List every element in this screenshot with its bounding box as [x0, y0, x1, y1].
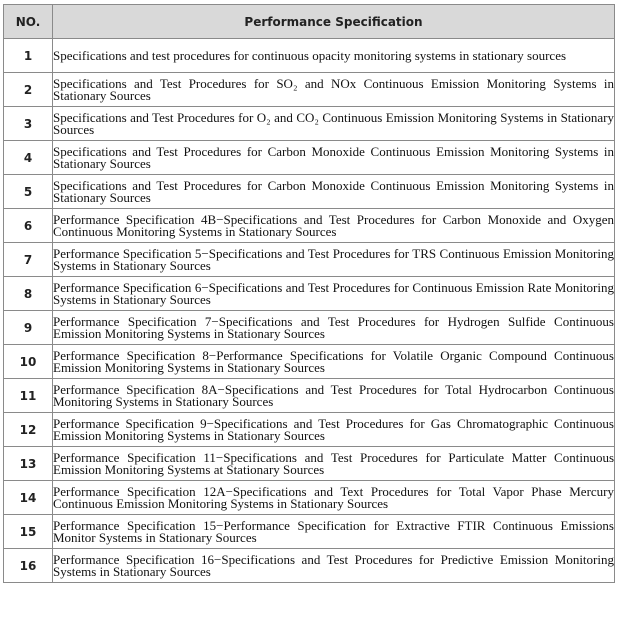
table-row [4, 209, 615, 243]
row-number: 15 [4, 515, 53, 549]
row-specification-cell [53, 107, 615, 141]
header-performance-specification: Performance Specification [53, 5, 615, 39]
row-specification-text: Performance Specification 7−Specifications and Test Procedures for Hydrogen Sulfide Continuous Emission Monitoring Systems in Stationary Sources [53, 313, 614, 341]
row-specification-text: Performance Specification 12A−Specifications and Text Procedures for Total Vapor Phase Mercury Continuous Emission Monitoring Systems in Stationary Sources [53, 483, 614, 511]
row-specification-cell [53, 515, 615, 549]
row-specification-text: Performance Specification 16−Specifications and Test Procedures for Predictive Emission Monitoring Systems in Stationary Sources [53, 551, 614, 579]
table-row [4, 447, 615, 481]
row-specification-text: Specifications and test procedures for continuous opacity monitoring systems in stationary sources [53, 47, 567, 63]
row-specification-cell [53, 277, 615, 311]
row-specification-cell [53, 243, 615, 277]
row-specification-cell [53, 345, 615, 379]
row-number: 14 [4, 481, 53, 515]
row-specification-text: Performance Specification 15−Performance Specification for Extractive FTIR Continuous Emissions Monitor Systems in Stationary Sources [53, 517, 614, 545]
row-number: 2 [4, 73, 53, 107]
table-row [4, 311, 615, 345]
row-specification-text: Performance Specification 8A−Specifications and Test Procedures for Total Hydrocarbon Continuous Monitoring Systems in Stationary Sources [53, 381, 614, 409]
row-specification-text: Performance Specification 8−Performance Specifications for Volatile Organic Compound Continuous Emission Monitoring Systems in Stationary Sources [53, 347, 614, 375]
row-number: 5 [4, 175, 53, 209]
row-specification-cell [53, 549, 615, 583]
row-specification-text: Performance Specification 9−Specifications and Test Procedures for Gas Chromatographic Continuous Emission Monitoring Systems in Stationary Sources [53, 415, 614, 443]
row-number: 9 [4, 311, 53, 345]
row-specification-cell [53, 311, 615, 345]
row-specification-cell [53, 141, 615, 175]
row-specification-cell [53, 481, 615, 515]
table-row [4, 141, 615, 175]
row-number: 8 [4, 277, 53, 311]
table-row [4, 379, 615, 413]
row-number: 12 [4, 413, 53, 447]
table-row [4, 549, 615, 583]
row-number: 4 [4, 141, 53, 175]
row-number: 10 [4, 345, 53, 379]
row-specification-cell [53, 73, 615, 107]
table-row [4, 243, 615, 277]
table-row [4, 515, 615, 549]
row-specification-cell [53, 175, 615, 209]
table-row [4, 481, 615, 515]
row-specification-text: Performance Specification 5−Specifications and Test Procedures for TRS Continuous Emission Monitoring Systems in Stationary Sources [53, 245, 614, 273]
row-specification-cell [53, 209, 615, 243]
row-specification-text: Specifications and Test Procedures for SO₂ and NOx Continuous Emission Monitoring Systems in Stationary Sources [53, 75, 614, 103]
row-specification-text: Specifications and Test Procedures for Carbon Monoxide Continuous Emission Monitoring Systems in Stationary Sources [53, 143, 614, 171]
row-specification-cell [53, 379, 615, 413]
table-body [4, 39, 615, 583]
table-row [4, 73, 615, 107]
table-header-row [4, 5, 615, 39]
table-row [4, 107, 615, 141]
row-specification-cell [53, 413, 615, 447]
table-row [4, 39, 615, 73]
row-number: 16 [4, 549, 53, 583]
table-row [4, 413, 615, 447]
row-number: 7 [4, 243, 53, 277]
table-row [4, 345, 615, 379]
row-number: 6 [4, 209, 53, 243]
table-row [4, 175, 615, 209]
row-specification-text: Specifications and Test Procedures for O₂ and CO₂ Continuous Emission Monitoring Systems in Stationary Sources [53, 109, 614, 137]
table-row [4, 277, 615, 311]
row-specification-text: Specifications and Test Procedures for Carbon Monoxide Continuous Emission Monitoring Systems in Stationary Sources [53, 177, 614, 205]
performance-spec-table [3, 4, 615, 583]
row-specification-text: Performance Specification 11−Specifications and Test Procedures for Particulate Matter Continuous Emission Monitoring Systems at Stationary Sources [53, 449, 614, 477]
row-specification-cell [53, 39, 615, 73]
row-number: 1 [4, 39, 53, 73]
row-specification-cell [53, 447, 615, 481]
row-number: 3 [4, 107, 53, 141]
header-no: NO. [4, 5, 53, 39]
row-specification-text: Performance Specification 6−Specifications and Test Procedures for Continuous Emission Rate Monitoring Systems in Stationary Sources [53, 279, 614, 307]
row-number: 13 [4, 447, 53, 481]
row-number: 11 [4, 379, 53, 413]
row-specification-text: Performance Specification 4B−Specifications and Test Procedures for Carbon Monoxide and Oxygen Continuous Monitoring Systems in Stationary Sources [53, 211, 614, 239]
